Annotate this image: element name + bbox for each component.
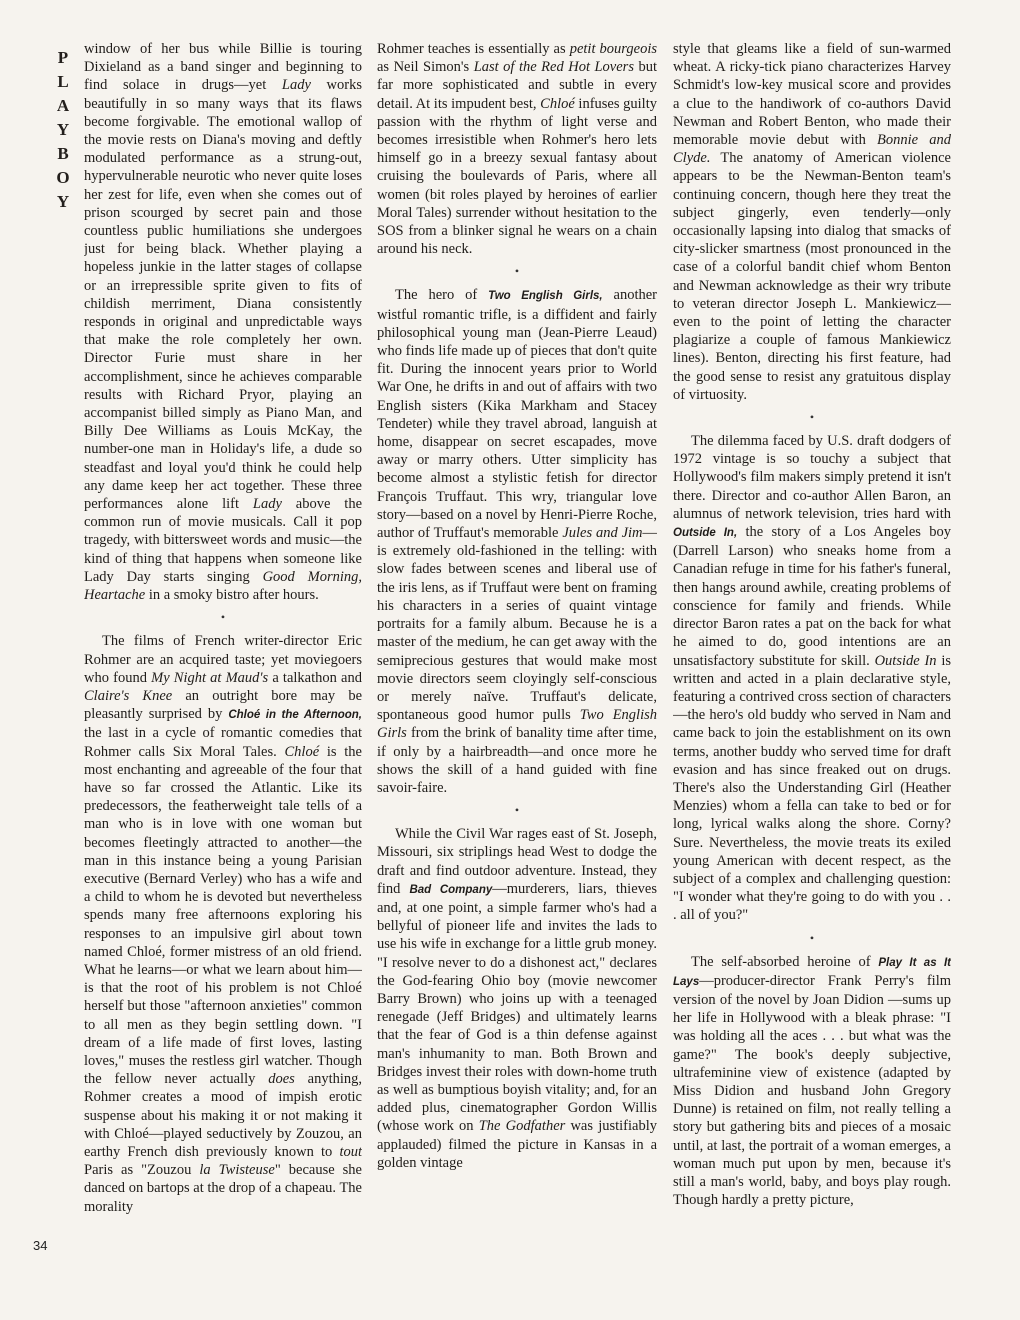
masthead-letter: L <box>57 72 69 91</box>
film-title: Play It as It Lays <box>673 956 951 988</box>
film-title: Chloé in the Afternoon, <box>228 709 362 722</box>
film-title: Bad Company <box>409 883 493 896</box>
masthead-letter: O <box>56 168 70 187</box>
section-bullet: • <box>220 610 226 625</box>
masthead-letter: Y <box>56 120 70 139</box>
paragraph: Rohmer teaches is essentially as petit bourgeois as Neil Simon's Last of the Red Hot Lovers but far more sophisticated and subtle in every detail. At its impudent best, Chloé infuses guilty passion with the rhythm of light verse and becomes irresistible when Rohmer's hero lets himself go in a breezy sexual fantasy about cruising the boulevards of Paris, where all women (bit roles played by heroines of earlier Moral Tales) surrender without hesitation to the SOS from a blinker signal he wears on a chain around his neck. <box>377 41 657 258</box>
film-title: Outside In, <box>673 527 738 540</box>
section-bullet: • <box>514 803 520 818</box>
column-3 <box>673 40 951 1280</box>
paragraph: The hero of Two English Girls, another wistful romantic trifle, is a diffident and fairly philosophical young man (Jean-Pierre Leaud) who finds life made up of pieces that don't quite fit. During the innocent years prior to World War One, he drifts in and out of affairs with two English sisters (Kika Markham and Stacey Tendeter) while they travel abroad, languish at home, disappear on secret escapades, move away or marry others. Utter simplicity has become almost a stylistic fetish for director François Truffaut. This wry, triangular love story—based on a novel by Henri-Pierre Roche, author of Truffaut's memorable Jules and Jim—is extremely old-fashioned in the telling: with slow fades between scenes and liberal use of the iris lens, as if Truffaut were bent on framing his characters in a series of quaint vintage portraits for a family album. Because he is a master of the medium, he can get away with the semiprecious gestures that would make most movie directors seem cloyingly self-conscious or merely naïve. Truffaut's delicate, spontaneous good humor pulls Two English Girls from the brink of banality time after time, if only by a hairbreadth—and once more he shows the skill of a hand guided with fine savoir-faire. <box>377 287 657 796</box>
masthead <box>52 46 74 214</box>
paragraph: While the Civil War rages east of St. Joseph, Missouri, six striplings head West to dodge the draft and find outdoor adventure. Instead, they find Bad Company—murderers, liars, thieves and, at one point, a simple farmer who's had a bellyful of pioneer life and invites the lads to use his wife in exchange for a little grub money. "I resolve never to do a dishonest act," declares the God-fearing Ohio boy (movie newcomer Barry Brown) who joins up with a teenaged renegade (Jeff Bridges) and ultimately learns that the fear of God is a thin defense against man's inhumanity to man. Both Brown and Bridges invest their roles with down-home truth as well as bumptious boyish vitality; and, for an added plus, cinematographer Gordon Willis (whose work on The Godfather was justifiably applauded) filmed the picture in Kansas in a golden vintage <box>377 826 657 1171</box>
column-2 <box>377 40 657 1280</box>
section-bullet: • <box>809 410 815 425</box>
masthead-letter: Y <box>56 192 70 211</box>
paragraph: style that gleams like a field of sun-warmed wheat. A ricky-tick piano characterizes Harvey Schmidt's low-key musical score and provides a clue to the handiwork of co-authors David Newman and Robert Benton, who made their memorable movie debut with Bonnie and Clyde. The anatomy of American violence appears to be the Newman-Benton team's continuing concern, though here they treat the subject gingerly, even tenderly—only occasionally lapsing into dialog that smacks of city-slicker smartness (most pronounced in the case of a colorful bandit chief whom Benton and Newman acknowledge as their wry tribute to veteran director Joseph L. Mankiewicz—even to the point of letting the character plagiarize a couple of famous Mankiewicz lines). Benton, directing his first feature, had the good sense to resist any gratuitous display of virtuosity. <box>673 41 951 403</box>
masthead-letter: A <box>56 96 70 115</box>
masthead-letter: B <box>57 144 69 163</box>
paragraph: The films of French writer-director Eric Rohmer are an acquired taste; yet moviegoers who found My Night at Maud's a talkathon and Claire's Knee an outright bore may be pleasantly surprised by Chloé in the Afternoon, the last in a cycle of romantic comedies that Rohmer calls Six Moral Tales. Chloé is the most enchanting and agreeable of the four that have so far crossed the Atlantic. Like its predecessors, the featherweight tale tells of a man who is in love with one woman but becomes fleetingly attracted to another—the man in this instance being a young Parisian executive (Bernard Verley) who has a wife and a child to whom he is devoted but nevertheless spends many free afternoons exploring his responses to an impulsive girl about town named Chloé, former mistress of an old friend. What he learns—or what we learn about him—is that the root of his problem is not Chloé herself but those "afternoon anxieties" common to all men as they begin settling down. "I dream of a life made of first loves, lasting loves," muses the restless girl watcher. Though the fellow never actually does anything, Rohmer creates a mood of impish erotic suspense about his making it or not making it with Chloé—played seductively by Zouzou, an earthy French dish previously known to tout Paris as "Zouzou la Twisteuse" because she danced on bartops at the drop of a chapeau. The morality <box>84 633 362 1215</box>
column-1 <box>84 40 362 1280</box>
paragraph: window of her bus while Billie is touring Dixieland as a band singer and beginning to find solace in drugs—yet Lady works beautifully in so many ways that its flaws become forgivable. The emotional wallop of the movie rests on Diana's moving and deftly modulated performance as a strung-out, hypervulnerable neurotic who never quite loses her zest for life, even when she comes out of prison scourged by secret pain and those countless public humiliations she undergoes just for being black. Whether playing a hopeless junkie in the latter stages of collapse or an irrepressible sprite given to fits of childish merriment, Diana consistently responds in original and unpredictable ways that make the role completely her own. Director Furie must share in her accomplishment, since he achieves comparable results with Richard Pryor, playing an accompanist billed simply as Piano Man, and Billy Dee Williams as Louis McKay, the number-one man in Holiday's life, a dude so steadfast and loyal you'd think he could help any dame keep her act together. These three performances alone lift Lady above the common run of movie musicals. Call it pop tragedy, with bittersweet words and music—the kind of thing that happens when someone like Lady Day starts singing Good Morning, Heartache in a smoky bistro after hours. <box>84 41 362 604</box>
film-title: Two English Girls, <box>488 290 603 303</box>
paragraph: The self-absorbed heroine of Play It as It Lays—producer-director Frank Perry's film version of the novel by Joan Didion —sums up her life in Hollywood with a bleak phrase: "I was holding all the aces . . . but what was the game?" The book's deeply subjective, ultrafeminine view of existence (adapted by Miss Didion and husband John Gregory Dunne) is retained on film, not really telling a story but gathering bits and pieces of a mosaic until, at last, the portrait of a woman emerges, a woman much put upon by men, because it's still a man's world, baby, and boys play rough. Though hardly a pretty picture, <box>673 953 951 1209</box>
page-number: 34 <box>33 1238 48 1253</box>
masthead-letter: P <box>57 48 69 67</box>
section-bullet: • <box>514 264 520 279</box>
paragraph: The dilemma faced by U.S. draft dodgers of 1972 vintage is so touchy a subject that Hollywood's film makers simply pretend it isn't there. Director and co-author Allen Baron, an alumnus of network television, tries hard with Outside In, the story of a Los Angeles boy (Darrell Larson) who sneaks home from a Canadian refuge in time for his father's funeral, then hangs around awhile, creating problems of conscience for family and friends. While director Baron rates a pat on the back for what he aimed to do, good intentions are an unsatisfactory substitute for skill. Outside In is written and acted in a plain declarative style, featuring a contrived cross section of characters—the hero's old buddy who served in Nam and came back to join the establishment on its own terms, another buddy who served time for draft evasion and has since freaked out on drugs. There's also the Understanding Girl (Heather Menzies) whom a fella can take to bed or for long, lyrical walks along the shore. Corny? Sure. Nevertheless, the movie treats its exiled young American with decent respect, as the subject of a complex and challenging question: "I wonder what they're going to do with you . . . all of you?" <box>673 433 951 924</box>
section-bullet: • <box>809 930 815 945</box>
